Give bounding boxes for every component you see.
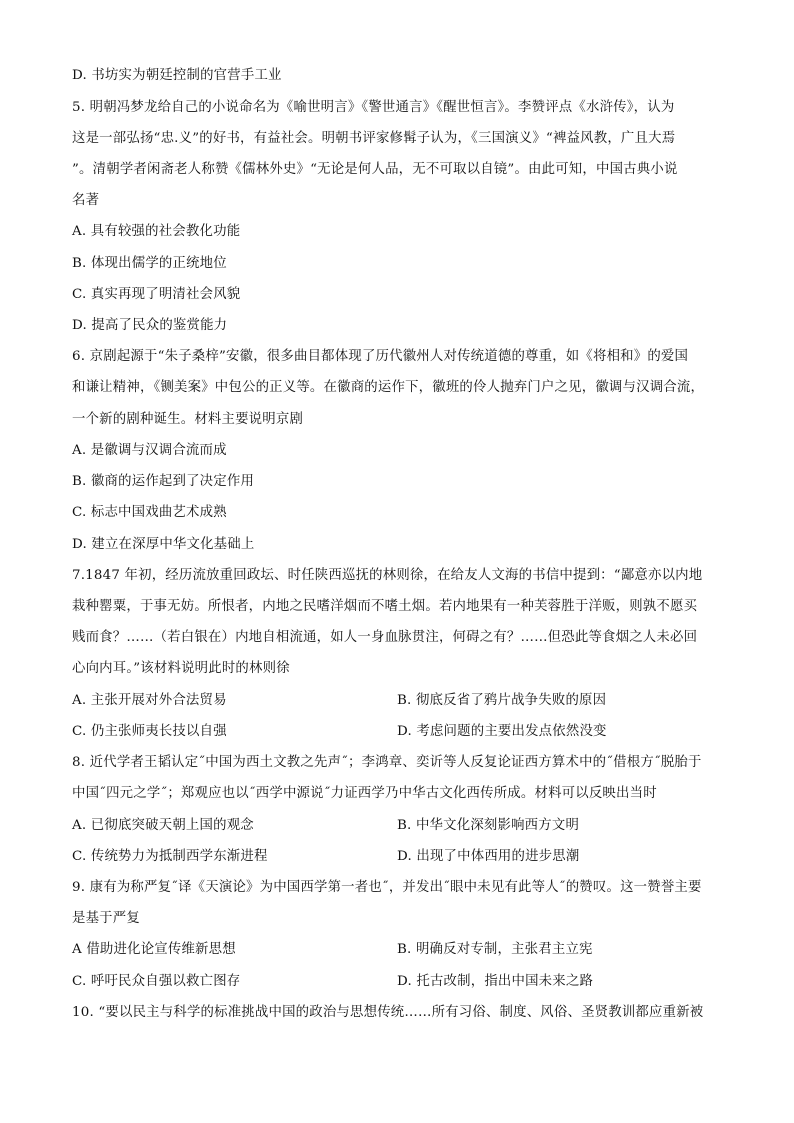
option-d-q5: D. 提高了民众的鉴赏能力 [72,318,228,333]
option-b-q5: B. 体现出儒学的正统地位 [72,256,227,271]
question-7-text: 心向内耳。”该材料说明此时的林则徐 [72,661,290,676]
option-a-q8: A. 已彻底突破天朝上国的观念 [72,818,254,833]
option-c-q5: C. 真实再现了明清社会风貌 [72,287,241,302]
question-5-text: 这是一部弘扬“忠.义”的好书，有益社会。明朝书评家修髯子认为，《三国演义》“裨益风教，广且大焉 [72,131,676,146]
option-d-q9: D. 托古改制，指出中国未来之路 [397,974,594,989]
question-6-text: 6. 京剧起源于“朱子桑梓”安徽，很多曲目都体现了历代徽州人对传统道德的尊重，如《将相和》的爱国 [72,349,689,364]
question-9-text: 是基于严复 [72,911,140,926]
option-a-q5: A. 具有较强的社会教化功能 [72,224,241,239]
option-c-q6: C. 标志中国戏曲艺术成熟 [72,505,227,520]
option-b-q8: B. 中华文化深刻影响西方文明 [397,818,580,833]
question-6-text: 一个新的剧种诞生。材料主要说明京剧 [72,412,304,427]
option-c-q8: C. 传统势力为抵制西学东渐进程 [72,849,268,864]
option-a-q6: A. 是徽调与汉调合流而成 [72,443,227,458]
option-d-q7: D. 考虑问题的主要出发点依然没变 [397,724,607,739]
option-c-q9: C. 呼吁民众自强以救亡图存 [72,974,241,989]
question-8-text: 中国˝四元之学˝；郑观应也以˝西学中源说˝力证西学乃中华古文化西传所成。材料可以反映出当时 [72,786,657,801]
option-b-q9: B. 明确反对专制，主张君主立宪 [397,942,593,957]
option-d-q4: D. 书坊实为朝廷控制的官营手工业 [72,68,282,83]
option-d-q8: D. 出现了中体西用的进步思潮 [397,849,580,864]
option-b-q6: B. 徽商的运作起到了决定作用 [72,474,255,489]
question-5-text: ”。清朝学者闲斋老人称赞《儒林外史》“无论是何人品，无不可取以自镜”。由此可知，中国古典小说 [72,162,678,177]
question-6-text: 和谦让精神，《铡美案》中包公的正义等。在徽商的运作下，徽班的伶人抛弃门户之见，徽调与汉调合流， [72,380,705,395]
question-10-text: 10. “要以民主与科学的标准挑战中国的政治与思想传统……所有习俗、制度、风俗、圣贤教训都应重新被 [72,1005,704,1020]
question-7-text: 栽种罂粟，于事无妨。所恨者，内地之民嗜洋烟而不嗜土烟。若内地果有一种芙蓉胜于洋贩，则孰不愿买 [72,599,698,614]
option-c-q7: C. 仍主张师夷长技以自强 [72,724,227,739]
option-a-q7: A. 主张开展对外合法贸易 [72,693,227,708]
option-b-q7: B. 彻底反省了鸦片战争失败的原因 [397,693,607,708]
question-5-text: 名著 [72,193,100,208]
question-9-text: 9. 康有为称严复˝译《天演论》为中国西学第一者也˝，并发出˝眼中未见有此等人˝的赞叹。这一赞誉主要 [72,880,702,895]
option-a-q9: A 借助进化论宣传维新思想 [72,942,236,957]
option-d-q6: D. 建立在深厚中华文化基础上 [72,537,255,552]
question-7-text: 贱而食？……（若白银在）内地自相流通，如人一身血脉贯注，何碍之有？……但恐此等食烟之人未必回 [72,630,698,645]
question-5-text: 5. 明朝冯梦龙给自己的小说命名为《喻世明言》《警世通言》《醒世恒言》。李赞评点《水浒传》，认为 [72,100,675,115]
question-8-text: 8. 近代学者王韬认定˝中国为西土文教之先声˝；李鸿章、奕䜣等人反复论证西方算术中的˝借根方˝脱胎于 [72,755,702,770]
question-7-text: 7.1847 年初，经历流放重回政坛、时任陕西巡抚的林则徐，在给友人文海的书信中提到：“鄙意亦以内地 [72,568,703,583]
